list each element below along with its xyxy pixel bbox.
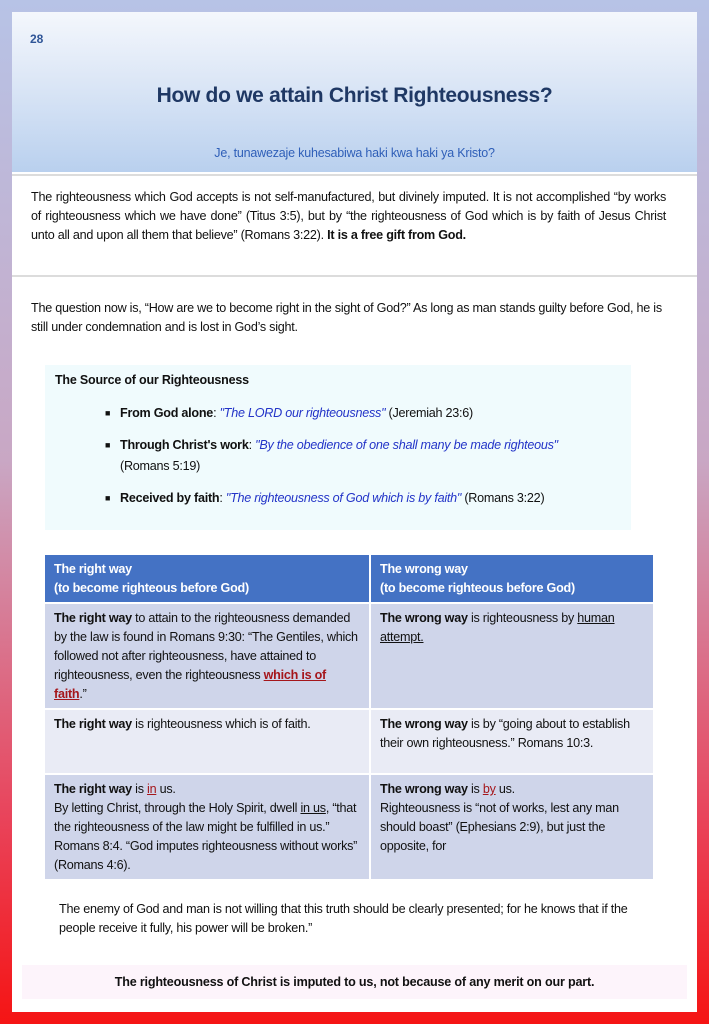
list-item [45, 488, 631, 509]
cell-text: is [131, 782, 148, 796]
item-label: Received by faith [120, 491, 220, 505]
cell-bold: The right way [54, 717, 132, 731]
item-label: Through Christ's work [120, 438, 249, 452]
list-item [45, 435, 631, 477]
source-box [45, 365, 631, 530]
cell-text: to attain to the righteousness demanded by the law is found in Romans 9:30: “The Gentiles, which followed not after righteousness, have attained to righteousness, even the righteousness [54, 611, 358, 682]
cell-bold: The wrong way [380, 717, 468, 731]
header-line: The right way [54, 562, 132, 576]
cell-text: is righteousness by [467, 611, 578, 625]
cell-bold: The wrong way [380, 782, 468, 796]
header-wrong-way [370, 554, 654, 603]
cell-text: is righteousness which is of faith. [131, 717, 311, 731]
cell-text: is [467, 782, 483, 796]
bullet-icon: ■ [105, 408, 111, 418]
cell-highlight: which is of faith [54, 668, 326, 701]
table-row [44, 603, 654, 709]
header-right-way [44, 554, 370, 603]
item-sep: : [213, 406, 220, 420]
cell-underline: in us [300, 801, 326, 815]
page-number: 28 [30, 32, 44, 46]
question-paragraph: The question now is, “How are we to become right in the sight of God?” As long as man stands guilty before God, he is still under condemnation and is lost in God’s sight. [31, 301, 662, 334]
table-row [44, 774, 654, 880]
cell-right [44, 774, 370, 880]
closing-paragraph: The enemy of God and man is not willing that this truth should be clearly presented; for he knows that if the people receive it fully, his power will be broken.” [59, 902, 628, 935]
item-sep: : [248, 438, 256, 452]
page [12, 12, 697, 1012]
item-quote: "By the obedience of one shall many be made righteous" [255, 438, 558, 452]
cell-wrong [370, 774, 654, 880]
intro-text: The righteousness which God accepts is not self-manufactured, but divinely imputed. It is not accomplished “by works of righteousness which we have done” (Titus 3:5), but by “the righteousness of God which is by faith of Jesus Christ unto all and upon all them that believe” (Romans 3:22). [31, 190, 666, 242]
item-quote: "The righteousness of God which is by faith" [225, 491, 462, 505]
cell-wrong [370, 709, 654, 774]
cell-highlight: by [482, 782, 496, 796]
header-line: (to become righteous before God) [380, 581, 575, 595]
cell-text: Righteousness is “not of works, lest any man should boast” (Ephesians 2:9), but just the opposite, for [380, 801, 619, 853]
table-row [44, 709, 654, 774]
source-list [45, 403, 631, 520]
comparison-table [43, 553, 655, 881]
divider [12, 275, 697, 277]
cell-bold: The right way [54, 611, 132, 625]
cell-wrong [370, 603, 654, 709]
cell-right [44, 709, 370, 774]
cell-text: , “that the righteousness of the law might be fulfilled in us.” Romans 8:4. “God imputes righteousness without works” (Romans 4:6). [54, 801, 358, 872]
page-title: How do we attain Christ Righteousness? [156, 84, 553, 107]
item-ref: (Jeremiah 23:6) [385, 406, 474, 420]
source-heading: The Source of our Righteousness [55, 373, 249, 387]
item-sep: : [219, 491, 226, 505]
cell-bold: The wrong way [380, 611, 468, 625]
table-header-row [44, 554, 654, 603]
cell-text: By letting Christ, through the Holy Spirit, dwell [54, 801, 301, 815]
intro-paragraph [31, 188, 666, 245]
item-ref: (Romans 5:19) [120, 459, 201, 473]
cell-text: .” [79, 687, 87, 701]
summary-banner: The righteousness of Christ is imputed to us, not because of any merit on our part. [22, 965, 687, 999]
bullet-icon: ■ [105, 440, 111, 450]
cell-text: us. [495, 782, 515, 796]
header-line: The wrong way [380, 562, 468, 576]
header-line: (to become righteous before God) [54, 581, 249, 595]
bullet-icon: ■ [105, 493, 111, 503]
page-header [12, 12, 697, 172]
item-label: From God alone [120, 406, 214, 420]
page-subtitle: Je, tunawezaje kuhesabiwa haki kwa haki ya Kristo? [214, 146, 495, 160]
list-item [45, 403, 631, 424]
intro-bold: It is a free gift from God. [327, 228, 466, 242]
cell-bold: The right way [54, 782, 132, 796]
cell-text: is by “going about to establish their own righteousness.” Romans 10:3. [380, 717, 630, 750]
divider [12, 174, 697, 176]
cell-right [44, 603, 370, 709]
cell-text: us. [156, 782, 176, 796]
cell-highlight: in [147, 782, 157, 796]
cell-underline: human attempt. [380, 611, 615, 644]
item-ref: (Romans 3:22) [461, 491, 545, 505]
item-quote: "The LORD our righteousness" [219, 406, 386, 420]
